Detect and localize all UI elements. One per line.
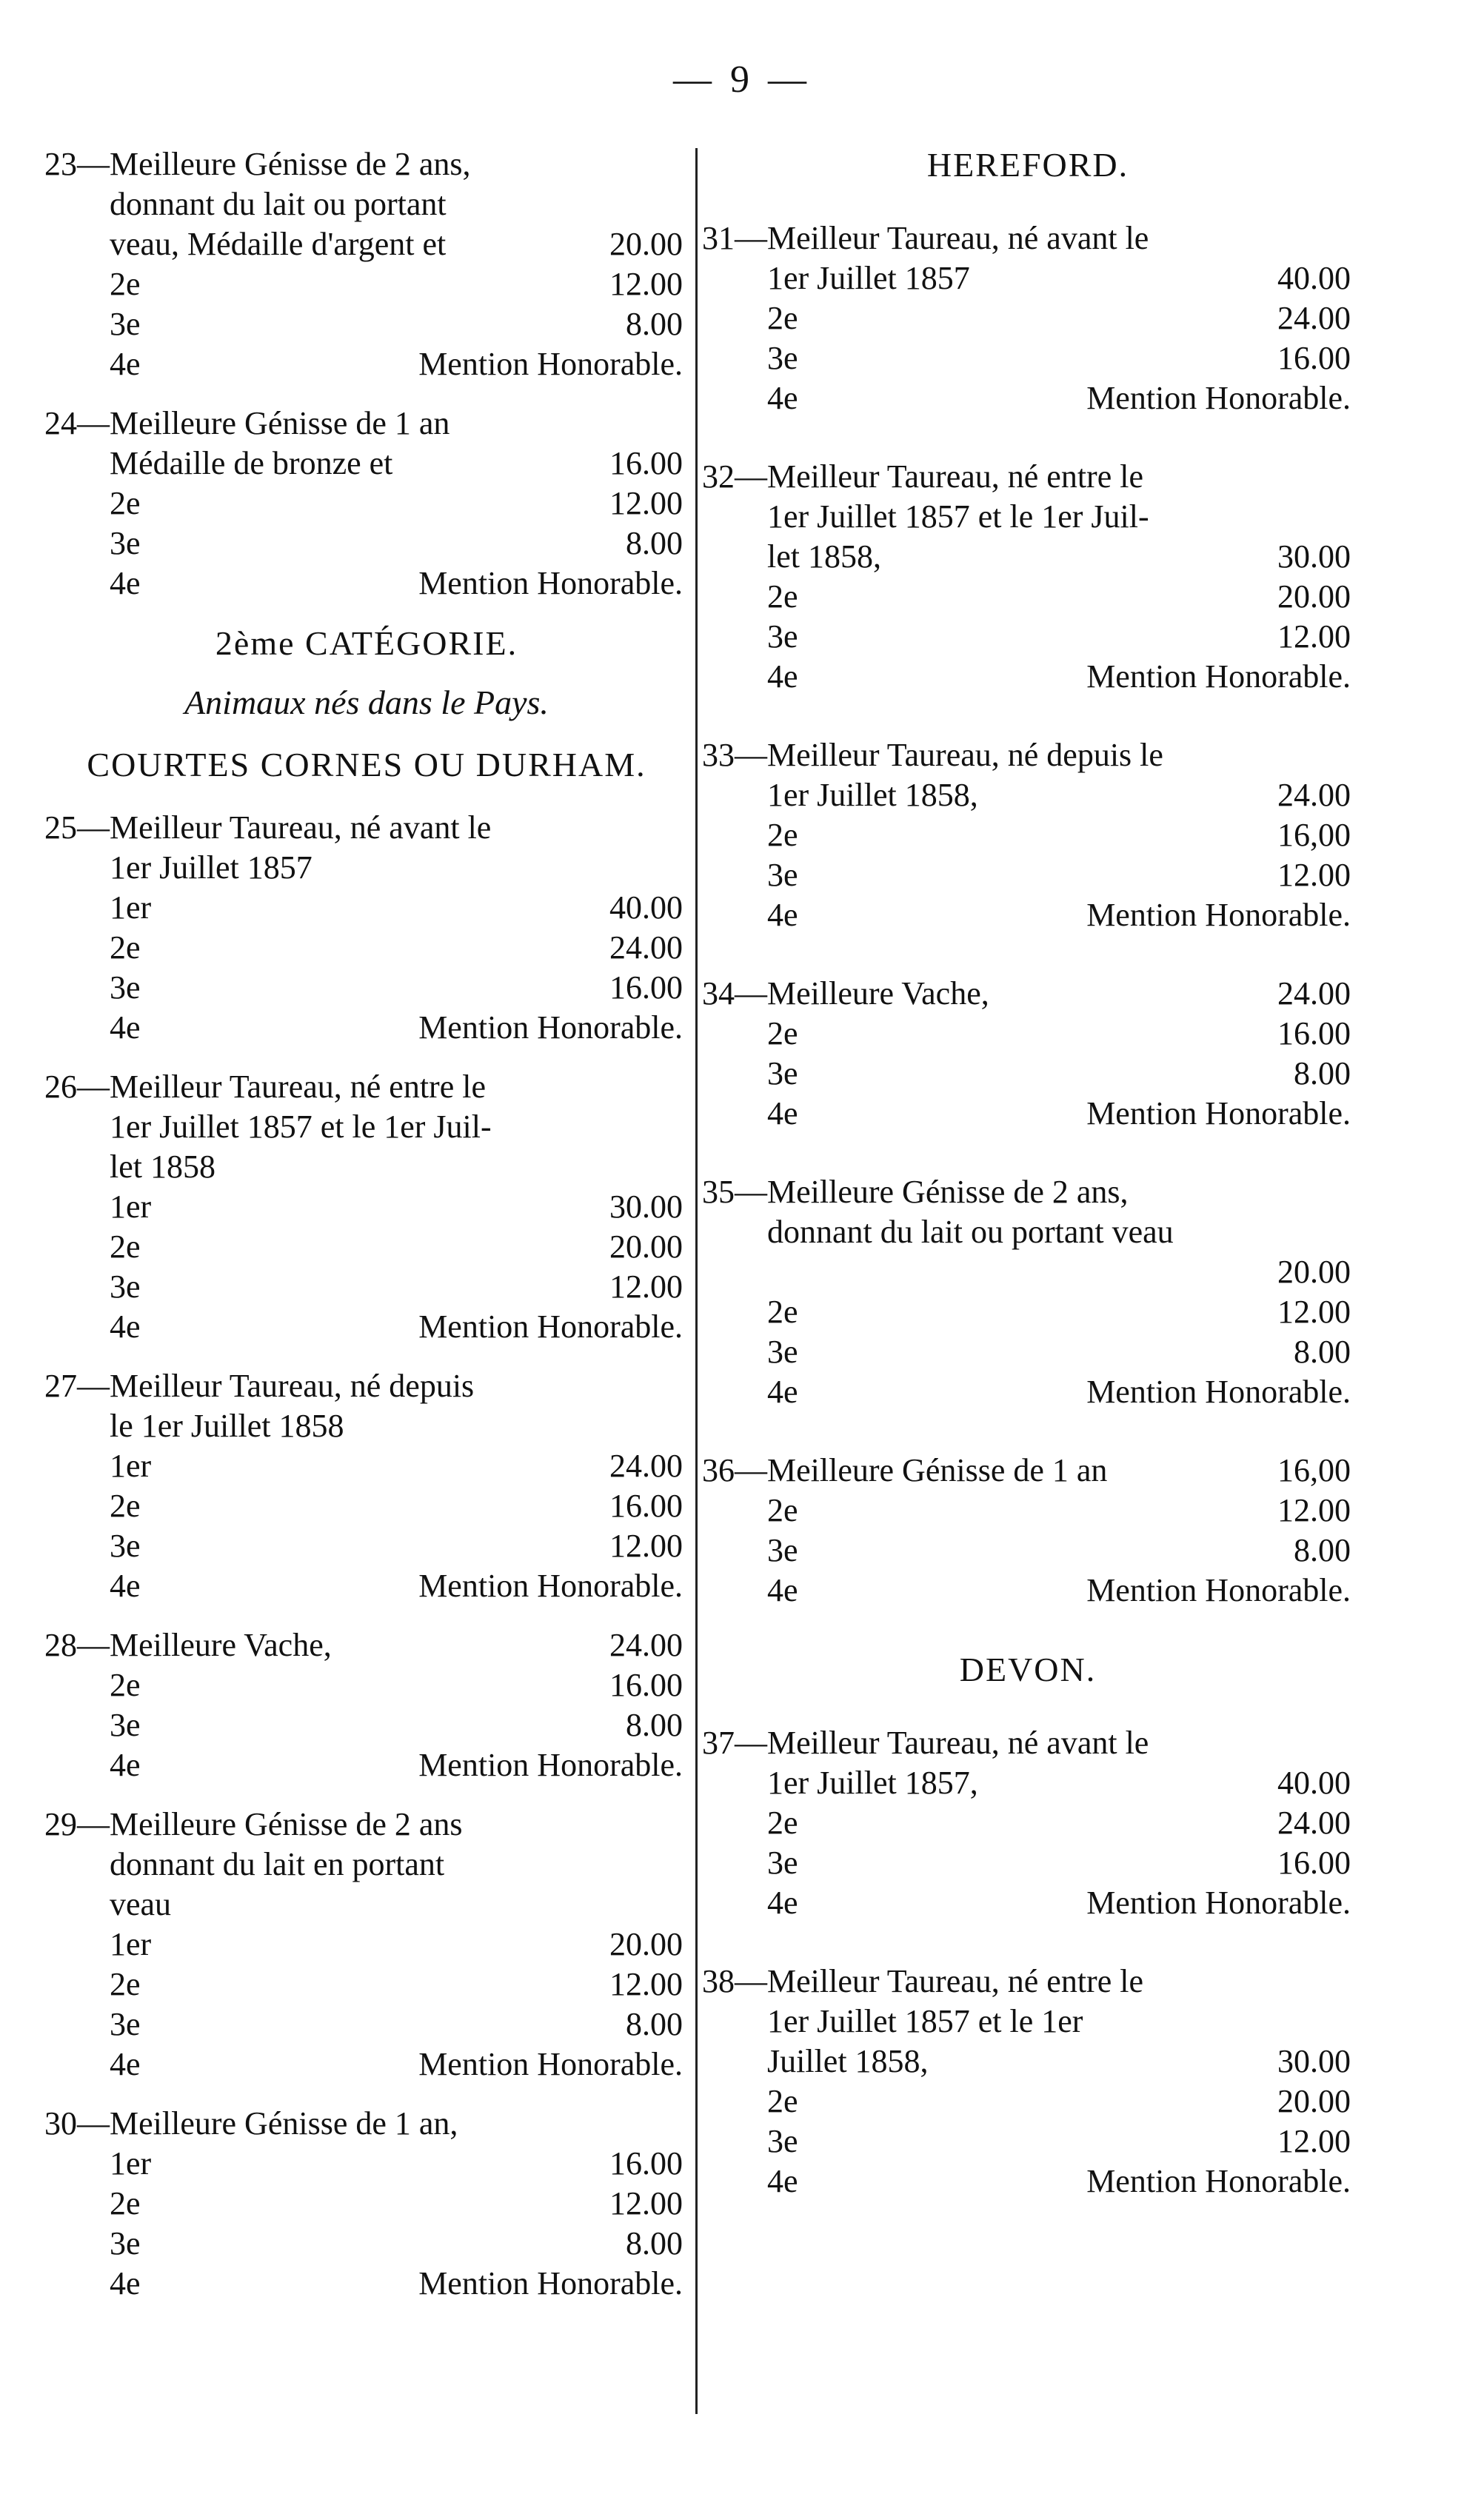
prize-rank: 2e: [110, 2185, 141, 2221]
prize-rank: 1er: [110, 1926, 152, 1962]
prize-amount: 30.00: [1277, 538, 1351, 575]
prize-entry: [702, 1172, 1354, 1412]
prize-entry: [44, 1625, 689, 1785]
entry-description-line: Meilleur Taureau, né depuis le: [767, 737, 1163, 773]
entry-number: 37—: [702, 1725, 767, 1761]
prize-row: [110, 264, 683, 304]
entry-description-line: 1er Juillet 1857 et le 1er Juil-: [110, 1109, 492, 1145]
entry-description-line: Meilleur Taureau, né avant le: [767, 220, 1149, 256]
prize-entry: [44, 1805, 689, 2085]
prize-amount: 16.00: [609, 1488, 683, 1524]
entry-number: 26—: [44, 1069, 110, 1105]
prize-row: [110, 1307, 683, 1347]
prize-amount: 8.00: [626, 2225, 683, 2261]
prize-row: [767, 1094, 1351, 1134]
prize-row: [110, 928, 683, 968]
prize-amount: 24.00: [609, 1627, 683, 1663]
prize-row: [767, 577, 1351, 617]
prize-rank: 2e: [110, 929, 141, 966]
prize-amount: 8.00: [1294, 1055, 1351, 1091]
right-entries-b: [702, 1723, 1354, 2202]
prize-amount: 16.00: [1277, 1845, 1351, 1881]
prize-amount: 20.00: [1277, 578, 1351, 615]
prize-rank: 4e: [767, 1095, 798, 1131]
entry-number: 29—: [44, 1806, 110, 1842]
prize-row: [767, 1491, 1351, 1531]
prize-rank: 3e: [767, 857, 798, 893]
prize-row: [767, 2082, 1351, 2122]
prize-amount: 8.00: [626, 306, 683, 342]
entry-description-line: le 1er Juillet 1858: [110, 1408, 344, 1444]
prize-row: [110, 1526, 683, 1566]
prize-rank: 2e: [767, 1492, 798, 1528]
prize-rank: 3e: [110, 1528, 141, 1564]
left-entries-a: [44, 144, 689, 604]
prize-rank: 2e: [767, 300, 798, 336]
prize-entry: [702, 735, 1354, 935]
prize-amount: 16.00: [1277, 340, 1351, 376]
prize-amount: 12.00: [1277, 1294, 1351, 1330]
prize-rank: 4e: [767, 2163, 798, 2199]
prize-entry: [44, 808, 689, 1048]
entry-description-line: 1er Juillet 1857 et le 1er Juil-: [767, 498, 1149, 535]
entry-description-line: 1er Juillet 1857: [110, 849, 312, 886]
prize-row: [110, 1486, 683, 1526]
prize-rank: 4e: [110, 1747, 141, 1783]
entry-description-line: Meilleur Taureau, né depuis: [110, 1368, 475, 1404]
entry-number: 32—: [702, 458, 767, 495]
prize-amount: Mention Honorable.: [1086, 380, 1351, 416]
entry-number: 31—: [702, 220, 767, 256]
prize-rank: 4e: [767, 1572, 798, 1608]
prize-amount: 16.00: [1277, 1015, 1351, 1052]
prize-row: [110, 344, 683, 384]
prize-rank: 4e: [110, 1009, 141, 1046]
prize-row: [110, 1705, 683, 1745]
prize-row: [767, 1054, 1351, 1094]
prize-rank: Meilleure Vache,: [110, 1627, 332, 1663]
prize-rank: 4e: [767, 658, 798, 695]
prize-row: [110, 484, 683, 524]
prize-row: [767, 298, 1351, 338]
prize-rank: 2e: [110, 1966, 141, 2002]
prize-amount: Mention Honorable.: [418, 1747, 683, 1783]
prize-amount: 16,00: [1277, 817, 1351, 853]
prize-entry: [44, 404, 689, 604]
prize-rank: 2e: [110, 485, 141, 521]
prize-amount: 24.00: [609, 929, 683, 966]
prize-amount: 20.00: [1277, 1254, 1351, 1290]
prize-row: [767, 1531, 1351, 1571]
entry-number: 24—: [44, 405, 110, 441]
prize-amount: Mention Honorable.: [418, 565, 683, 601]
entry-description-line: Meilleur Taureau, né entre le: [767, 458, 1143, 495]
prize-rank: 3e: [110, 525, 141, 561]
prize-entry: [44, 1366, 689, 1606]
prize-rank: 3e: [110, 2225, 141, 2261]
prize-amount: 30.00: [1277, 2043, 1351, 2079]
prize-amount: Mention Honorable.: [1086, 2163, 1351, 2199]
prize-rank: 2e: [767, 578, 798, 615]
breed-heading-hereford: HEREFORD.: [926, 146, 1129, 184]
prize-row: [767, 1883, 1351, 1923]
prize-row: [110, 1446, 683, 1486]
prize-rank: 4e: [767, 1374, 798, 1410]
right-entries-a: [702, 218, 1354, 1611]
prize-entry: [702, 1723, 1354, 1923]
prize-rank: 2e: [767, 2083, 798, 2119]
prize-row: [110, 1625, 683, 1665]
prize-rank: 2e: [767, 817, 798, 853]
prize-row: [767, 338, 1351, 378]
prize-amount: 12.00: [609, 485, 683, 521]
prize-row: [767, 1763, 1351, 1803]
prize-rank: 1er Juillet 1858,: [767, 777, 978, 813]
prize-rank: 1er: [110, 1189, 152, 1225]
prize-row: [110, 1227, 683, 1267]
prize-row: [767, 855, 1351, 895]
prize-rank: 3e: [110, 2006, 141, 2042]
prize-rank: 2e: [767, 1805, 798, 1841]
prize-rank: 2e: [110, 266, 141, 302]
entry-description-line: Meilleure Génisse de 1 an: [110, 405, 450, 441]
column-divider: [695, 148, 698, 2414]
prize-amount: 40.00: [1277, 260, 1351, 296]
prize-amount: 12.00: [609, 2185, 683, 2221]
left-column: [44, 144, 689, 2323]
prize-row: [110, 888, 683, 928]
prize-rank: 4e: [110, 1568, 141, 1604]
entry-description-line: Meilleure Génisse de 2 ans,: [767, 1174, 1129, 1210]
prize-row: [767, 1451, 1351, 1491]
prize-amount: 24.00: [609, 1448, 683, 1484]
prize-amount: 16.00: [609, 969, 683, 1006]
prize-row: [110, 1267, 683, 1307]
prize-row: [767, 657, 1351, 697]
entry-description-line: Meilleure Génisse de 1 an,: [110, 2105, 458, 2142]
entry-description-line: Meilleure Génisse de 2 ans: [110, 1806, 463, 1842]
entry-number: 36—: [702, 1452, 767, 1488]
page-number: — 9 —: [673, 58, 811, 101]
prize-amount: Mention Honorable.: [418, 1009, 683, 1046]
prize-rank: 1er Juillet 1857: [767, 260, 970, 296]
category-subtitle: Animaux nés dans le Pays.: [184, 683, 549, 721]
prize-rank: 3e: [767, 340, 798, 376]
prize-amount: 12.00: [609, 1268, 683, 1305]
prize-row: [767, 537, 1351, 577]
entry-number: 35—: [702, 1174, 767, 1210]
prize-amount: 12.00: [1277, 2123, 1351, 2159]
prize-row: [110, 1925, 683, 1965]
prize-amount: 30.00: [609, 1189, 683, 1225]
prize-amount: Mention Honorable.: [1086, 897, 1351, 933]
prize-rank: 1er: [110, 1448, 152, 1484]
prize-rank: 4e: [110, 1308, 141, 1345]
prize-row: [767, 895, 1351, 935]
prize-amount: 16.00: [609, 1667, 683, 1703]
prize-amount: Mention Honorable.: [418, 2046, 683, 2082]
prize-entry: [702, 1962, 1354, 2202]
prize-rank: 3e: [767, 1845, 798, 1881]
prize-row: [110, 2224, 683, 2264]
prize-amount: 24.00: [1277, 777, 1351, 813]
prize-entry: [702, 218, 1354, 418]
category-heading: 2ème CATÉGORIE.: [215, 624, 518, 662]
prize-amount: Mention Honorable.: [1086, 658, 1351, 695]
prize-row: [110, 2184, 683, 2224]
prize-row: [110, 968, 683, 1008]
entry-description-line: donnant du lait ou portant veau: [767, 1214, 1174, 1250]
entry-description-line: let 1858: [110, 1149, 215, 1185]
prize-amount: 40.00: [609, 889, 683, 926]
prize-row: [767, 2042, 1351, 2082]
entry-description-line: Meilleur Taureau, né avant le: [767, 1725, 1149, 1761]
prize-row: [767, 378, 1351, 418]
prize-rank: 3e: [110, 1707, 141, 1743]
prize-amount: 20.00: [609, 226, 683, 262]
prize-rank: Médaille de bronze et: [110, 445, 393, 481]
prize-amount: 16.00: [609, 445, 683, 481]
prize-amount: 16.00: [609, 2145, 683, 2182]
breed-heading-devon: DEVON.: [959, 1651, 1097, 1688]
entry-description-line: donnant du lait ou portant: [110, 186, 447, 222]
prize-row: [110, 564, 683, 604]
prize-row: [767, 258, 1351, 298]
prize-row: [767, 617, 1351, 657]
prize-row: [767, 1571, 1351, 1611]
prize-rank: 4e: [110, 2046, 141, 2082]
prize-row: [110, 224, 683, 264]
prize-amount: Mention Honorable.: [418, 346, 683, 382]
entry-number: 33—: [702, 737, 767, 773]
entry-description-line: donnant du lait en portant: [110, 1846, 445, 1882]
prize-row: [767, 1803, 1351, 1843]
prize-row: [767, 1332, 1351, 1372]
prize-rank: 4e: [767, 1885, 798, 1921]
prize-amount: 12.00: [609, 1966, 683, 2002]
prize-amount: 12.00: [1277, 857, 1351, 893]
entry-number: 38—: [702, 1963, 767, 1999]
prize-rank: 4e: [110, 565, 141, 601]
prize-rank: 2e: [110, 1228, 141, 1265]
prize-rank: 1er: [110, 2145, 152, 2182]
prize-amount: Mention Honorable.: [418, 1308, 683, 1345]
prize-amount: 20.00: [1277, 2083, 1351, 2119]
prize-entry: [702, 457, 1354, 697]
prize-rank: 3e: [110, 306, 141, 342]
prize-amount: 24.00: [1277, 975, 1351, 1012]
entry-number: 23—: [44, 146, 110, 182]
entry-description-line: Meilleur Taureau, né entre le: [110, 1069, 486, 1105]
entry-description-line: Meilleur Taureau, né entre le: [767, 1963, 1143, 1999]
prize-amount: Mention Honorable.: [1086, 1572, 1351, 1608]
prize-row: [110, 2144, 683, 2184]
prize-rank: 4e: [767, 380, 798, 416]
prize-rank: 1er: [110, 889, 152, 926]
prize-row: [110, 1566, 683, 1606]
prize-row: [110, 1187, 683, 1227]
prize-entry: [44, 144, 689, 384]
prize-rank: 2e: [110, 1488, 141, 1524]
prize-row: [767, 2162, 1351, 2202]
prize-entry: [702, 1451, 1354, 1611]
prize-row: [767, 1843, 1351, 1883]
prize-row: [110, 524, 683, 564]
prize-amount: 40.00: [1277, 1765, 1351, 1801]
entry-description-line: Meilleure Génisse de 2 ans,: [110, 146, 471, 182]
prize-rank: 3e: [110, 969, 141, 1006]
prize-amount: 8.00: [626, 525, 683, 561]
prize-amount: 20.00: [609, 1926, 683, 1962]
prize-amount: Mention Honorable.: [418, 1568, 683, 1604]
prize-amount: 8.00: [626, 1707, 683, 1743]
entry-description-line: 1er Juillet 1857 et le 1er: [767, 2003, 1083, 2039]
prize-row: [767, 1372, 1351, 1412]
prize-amount: 12.00: [609, 1528, 683, 1564]
entry-number: 34—: [702, 975, 767, 1012]
prize-row: [767, 2122, 1351, 2162]
prize-row: [767, 1252, 1351, 1292]
prize-rank: 3e: [767, 2123, 798, 2159]
prize-amount: 16,00: [1277, 1452, 1351, 1488]
prize-row: [110, 1965, 683, 2005]
prize-amount: Mention Honorable.: [1086, 1095, 1351, 1131]
prize-rank: 3e: [767, 1055, 798, 1091]
prize-row: [767, 974, 1351, 1014]
prize-rank: 2e: [767, 1015, 798, 1052]
prize-rank: Juillet 1858,: [767, 2043, 929, 2079]
prize-row: [110, 1008, 683, 1048]
prize-entry: [702, 974, 1354, 1134]
breed-heading-durham: COURTES CORNES OU DURHAM.: [87, 746, 646, 783]
prize-amount: 8.00: [1294, 1334, 1351, 1370]
prize-amount: Mention Honorable.: [1086, 1885, 1351, 1921]
prize-rank: 2e: [767, 1294, 798, 1330]
prize-row: [110, 304, 683, 344]
prize-entry: [44, 1067, 689, 1347]
prize-rank: 4e: [110, 346, 141, 382]
prize-row: [767, 815, 1351, 855]
prize-amount: 12.00: [1277, 618, 1351, 655]
entry-number: 28—: [44, 1627, 110, 1663]
prize-amount: Mention Honorable.: [418, 2265, 683, 2301]
prize-rank: 3e: [767, 1334, 798, 1370]
prize-row: [110, 2005, 683, 2045]
prize-amount: Mention Honorable.: [1086, 1374, 1351, 1410]
prize-row: [767, 775, 1351, 815]
prize-row: [110, 1745, 683, 1785]
prize-rank: 3e: [767, 1532, 798, 1568]
prize-rank: 4e: [110, 2265, 141, 2301]
left-entries-b: [44, 808, 689, 2304]
prize-rank: 4e: [767, 897, 798, 933]
prize-row: [110, 1665, 683, 1705]
prize-rank: veau, Médaille d'argent et: [110, 226, 447, 262]
entry-description-line: Meilleur Taureau, né avant le: [110, 809, 492, 846]
prize-rank: 3e: [767, 618, 798, 655]
prize-rank: let 1858,: [767, 538, 881, 575]
prize-rank: Meilleure Génisse de 1 an: [767, 1452, 1108, 1488]
prize-entry: [44, 2104, 689, 2304]
entry-number: 27—: [44, 1368, 110, 1404]
right-column: [702, 144, 1354, 2240]
prize-rank: 3e: [110, 1268, 141, 1305]
prize-rank: 1er Juillet 1857,: [767, 1765, 978, 1801]
prize-amount: 12.00: [1277, 1492, 1351, 1528]
prize-amount: 12.00: [609, 266, 683, 302]
prize-rank: 2e: [110, 1667, 141, 1703]
prize-row: [767, 1014, 1351, 1054]
entry-number: 30—: [44, 2105, 110, 2142]
prize-row: [767, 1292, 1351, 1332]
entry-description-line: veau: [110, 1886, 172, 1922]
prize-amount: 8.00: [626, 2006, 683, 2042]
prize-amount: 20.00: [609, 1228, 683, 1265]
prize-amount: 24.00: [1277, 300, 1351, 336]
prize-amount: 8.00: [1294, 1532, 1351, 1568]
prize-amount: 24.00: [1277, 1805, 1351, 1841]
prize-row: [110, 2045, 683, 2085]
prize-row: [110, 2264, 683, 2304]
prize-row: [110, 444, 683, 484]
entry-number: 25—: [44, 809, 110, 846]
prize-rank: Meilleure Vache,: [767, 975, 989, 1012]
